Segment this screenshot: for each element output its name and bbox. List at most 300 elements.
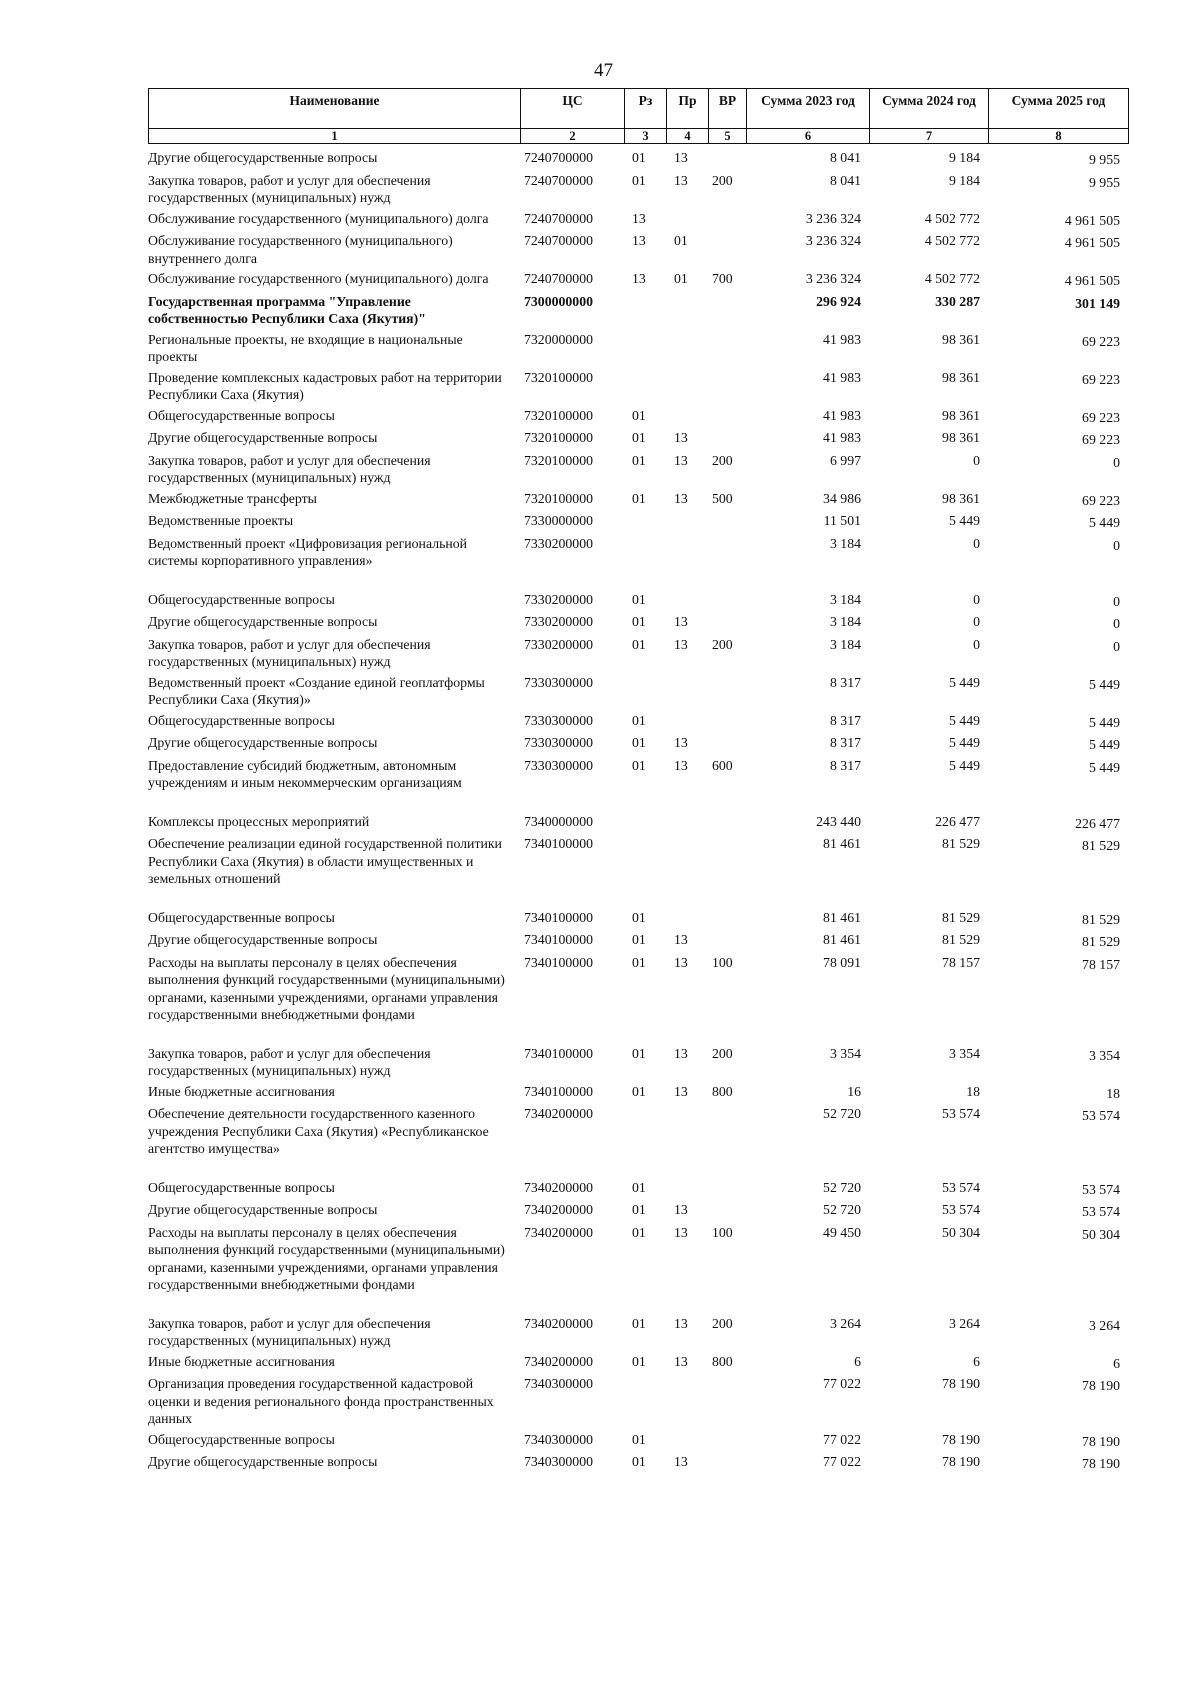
row-rz-code <box>624 1103 666 1177</box>
row-sum-2024: 53 574 <box>942 1202 980 1217</box>
row-rz-code <box>624 811 666 834</box>
row-sum-2024: 5 449 <box>948 712 980 728</box>
row-sum-2025: 3 264 <box>1088 1317 1120 1333</box>
row-name: Общегосударственные вопросы <box>148 407 335 423</box>
header-name: Наименование <box>149 89 521 129</box>
row-vr-code <box>708 427 746 450</box>
row-cs-code: 7340300000 <box>524 1454 593 1469</box>
table-row <box>148 291 1128 329</box>
row-cs-code: 7330200000 <box>524 614 593 629</box>
row-cs-code: 7340100000 <box>524 1083 593 1099</box>
row-vr-code <box>708 732 746 755</box>
page-number: 47 <box>594 60 613 81</box>
row-pr-code: 13 <box>674 932 688 947</box>
row-pr-code: 13 <box>674 452 688 468</box>
row-pr-code <box>666 907 708 930</box>
row-rz-code: 01 <box>632 909 646 925</box>
row-sum-2025: 9 955 <box>1088 152 1120 167</box>
table-row <box>148 488 1128 511</box>
row-pr-code <box>666 811 708 834</box>
row-vr-code <box>708 533 746 589</box>
row-sum-2025: 5 449 <box>1088 714 1120 730</box>
row-sum-2024: 9 184 <box>948 150 980 165</box>
row-rz-code: 01 <box>632 452 646 468</box>
row-sum-2024: 5 449 <box>948 674 980 690</box>
row-name: Общегосударственные вопросы <box>148 909 335 925</box>
row-sum-2023: 49 450 <box>823 1224 861 1240</box>
row-sum-2024: 6 <box>973 1353 980 1369</box>
row-sum-2023: 8 317 <box>829 757 861 773</box>
table-row <box>148 1177 1128 1200</box>
row-sum-2025: 69 223 <box>1082 409 1120 425</box>
row-sum-2024: 4 502 772 <box>924 233 980 248</box>
row-rz-code <box>624 291 666 329</box>
row-vr-code <box>708 1177 746 1200</box>
row-sum-2025: 0 <box>1113 638 1120 654</box>
row-cs-code: 7330300000 <box>524 712 593 728</box>
row-vr-code <box>708 833 746 907</box>
row-pr-code: 13 <box>674 757 688 773</box>
row-rz-code: 01 <box>632 1202 646 1217</box>
row-name: Общегосударственные вопросы <box>148 1179 335 1195</box>
row-name: Иные бюджетные ассигнования <box>148 1083 335 1099</box>
row-cs-code: 7320100000 <box>524 490 593 506</box>
row-rz-code: 01 <box>632 636 646 652</box>
row-name: Закупка товаров, работ и услуг для обеспечения государственных (муниципальных) нужд <box>148 1045 431 1078</box>
row-sum-2023: 8 317 <box>829 674 861 690</box>
row-sum-2025: 0 <box>1113 616 1120 631</box>
row-name: Закупка товаров, работ и услуг для обеспечения государственных (муниципальных) нужд <box>148 452 431 485</box>
row-cs-code: 7340100000 <box>524 836 593 851</box>
row-sum-2024: 98 361 <box>942 331 980 347</box>
row-name: Другие общегосударственные вопросы <box>148 735 378 750</box>
row-sum-2025: 226 477 <box>1075 815 1120 831</box>
row-name: Расходы на выплаты персоналу в целях обеспечения выполнения функций государственными (муниципальными) органами, казенными учреждениями, органами управления государственными внебюджетными фондами <box>148 1224 505 1292</box>
row-sum-2024: 78 190 <box>942 1431 980 1447</box>
row-pr-code <box>666 1103 708 1177</box>
row-rz-code: 01 <box>632 1224 646 1240</box>
row-rz-code: 01 <box>632 1179 646 1195</box>
row-rz-code: 01 <box>632 407 646 423</box>
row-rz-code: 13 <box>632 271 646 286</box>
column-number: 5 <box>709 129 747 144</box>
row-name: Общегосударственные вопросы <box>148 591 335 607</box>
table-row <box>148 405 1128 428</box>
row-vr-code: 200 <box>712 172 733 188</box>
table-row <box>148 611 1128 634</box>
row-sum-2023: 41 983 <box>823 331 861 347</box>
row-vr-code: 600 <box>712 757 733 773</box>
row-sum-2025: 0 <box>1113 537 1120 553</box>
header-sum-2023: Сумма 2023 год <box>747 89 870 129</box>
table-header <box>148 88 1129 144</box>
row-rz-code <box>624 833 666 907</box>
row-sum-2023: 77 022 <box>823 1376 861 1391</box>
row-vr-code <box>708 611 746 634</box>
row-cs-code: 7340200000 <box>524 1106 593 1121</box>
row-sum-2023: 81 461 <box>823 909 861 925</box>
table-row <box>148 833 1128 907</box>
row-name: Государственная программа "Управление собственностью Республики Саха (Якутия)" <box>148 293 426 326</box>
row-sum-2023: 16 <box>847 1083 861 1099</box>
row-rz-code: 01 <box>632 430 646 445</box>
header-vr: ВР <box>709 89 747 129</box>
row-sum-2024: 226 477 <box>935 813 980 829</box>
row-vr-code: 200 <box>712 636 733 652</box>
row-sum-2025: 9 955 <box>1088 174 1120 190</box>
row-sum-2025: 81 529 <box>1082 911 1120 927</box>
table-row <box>148 427 1128 450</box>
row-name: Комплексы процессных мероприятий <box>148 813 370 829</box>
row-sum-2025: 69 223 <box>1082 492 1120 508</box>
row-sum-2023: 52 720 <box>823 1106 861 1121</box>
row-rz-code: 01 <box>632 150 646 165</box>
row-sum-2023: 3 184 <box>829 636 861 652</box>
header-sum-2024: Сумма 2024 год <box>870 89 989 129</box>
row-cs-code: 7330200000 <box>524 591 593 607</box>
row-name: Обслуживание государственного (муниципального) долга <box>148 271 489 286</box>
column-number: 8 <box>989 129 1129 144</box>
column-number: 1 <box>149 129 521 144</box>
row-sum-2025: 69 223 <box>1082 432 1120 447</box>
row-vr-code <box>708 208 746 231</box>
row-sum-2025: 5 449 <box>1088 515 1120 530</box>
row-cs-code: 7340200000 <box>524 1179 593 1195</box>
row-vr-code: 200 <box>712 1045 733 1061</box>
column-number: 2 <box>521 129 625 144</box>
row-sum-2024: 3 354 <box>948 1045 980 1061</box>
row-cs-code: 7340000000 <box>524 813 593 829</box>
row-sum-2025: 81 529 <box>1082 934 1120 949</box>
row-sum-2025: 0 <box>1113 454 1120 470</box>
row-sum-2023: 52 720 <box>823 1202 861 1217</box>
row-name: Другие общегосударственные вопросы <box>148 614 378 629</box>
row-sum-2023: 11 501 <box>823 513 861 528</box>
row-cs-code: 7240700000 <box>524 271 593 286</box>
row-sum-2023: 3 264 <box>829 1315 861 1331</box>
row-vr-code <box>708 367 746 405</box>
row-sum-2023: 3 236 324 <box>805 210 861 226</box>
table-row <box>148 1103 1128 1177</box>
row-sum-2024: 53 574 <box>942 1179 980 1195</box>
row-sum-2024: 98 361 <box>942 430 980 445</box>
row-vr-code: 800 <box>712 1353 733 1369</box>
table-row <box>148 367 1128 405</box>
row-sum-2024: 98 361 <box>942 407 980 423</box>
table-row <box>148 1222 1128 1313</box>
row-vr-code <box>708 405 746 428</box>
row-pr-code <box>666 1373 708 1429</box>
row-vr-code <box>708 230 746 268</box>
row-name: Закупка товаров, работ и услуг для обеспечения государственных (муниципальных) нужд <box>148 636 431 669</box>
row-sum-2023: 41 983 <box>823 369 861 385</box>
row-vr-code: 800 <box>712 1083 733 1099</box>
row-sum-2024: 53 574 <box>942 1106 980 1121</box>
row-pr-code <box>666 589 708 612</box>
row-sum-2023: 41 983 <box>823 430 861 445</box>
row-sum-2024: 81 529 <box>942 836 980 851</box>
row-pr-code <box>666 510 708 533</box>
row-sum-2024: 98 361 <box>942 490 980 506</box>
row-cs-code: 7240700000 <box>524 210 593 226</box>
table-row <box>148 510 1128 533</box>
row-cs-code: 7330000000 <box>524 513 593 528</box>
row-pr-code: 13 <box>674 430 688 445</box>
row-pr-code: 13 <box>674 1083 688 1099</box>
table-row <box>148 1043 1128 1081</box>
table-row <box>148 589 1128 612</box>
row-cs-code: 7330300000 <box>524 757 593 773</box>
row-sum-2023: 3 236 324 <box>805 271 861 286</box>
row-vr-code <box>708 710 746 733</box>
row-vr-code: 700 <box>712 271 733 286</box>
row-sum-2023: 52 720 <box>823 1179 861 1195</box>
table-row <box>148 907 1128 930</box>
table-row <box>148 952 1128 1043</box>
row-sum-2023: 77 022 <box>823 1454 861 1469</box>
row-pr-code: 13 <box>674 1315 688 1331</box>
row-sum-2023: 6 997 <box>829 452 861 468</box>
row-cs-code: 7340100000 <box>524 1045 593 1061</box>
row-sum-2025: 3 354 <box>1088 1047 1120 1063</box>
row-pr-code: 13 <box>674 172 688 188</box>
row-rz-code: 01 <box>632 757 646 773</box>
row-rz-code <box>624 672 666 710</box>
row-pr-code <box>666 710 708 733</box>
column-number: 3 <box>625 129 667 144</box>
row-cs-code: 7340300000 <box>524 1376 593 1391</box>
row-cs-code: 7300000000 <box>524 293 593 309</box>
row-vr-code <box>708 329 746 367</box>
row-name: Обеспечение реализации единой государственной политики Республики Саха (Якутия) в области имущественных и земельных отношений <box>148 836 502 886</box>
row-rz-code: 01 <box>632 1353 646 1369</box>
row-sum-2024: 330 287 <box>935 293 980 309</box>
row-rz-code: 01 <box>632 1315 646 1331</box>
row-pr-code <box>666 1177 708 1200</box>
row-sum-2024: 98 361 <box>942 369 980 385</box>
row-cs-code: 7330300000 <box>524 674 593 690</box>
row-vr-code: 100 <box>712 954 733 970</box>
header-cs: ЦС <box>521 89 625 129</box>
row-cs-code: 7240700000 <box>524 172 593 188</box>
row-pr-code <box>666 405 708 428</box>
row-cs-code: 7330300000 <box>524 735 593 750</box>
row-pr-code: 01 <box>674 271 688 286</box>
row-sum-2025: 4 961 505 <box>1064 235 1120 250</box>
row-rz-code: 01 <box>632 172 646 188</box>
row-cs-code: 7320100000 <box>524 407 593 423</box>
row-cs-code: 7320000000 <box>524 331 593 347</box>
row-rz-code: 01 <box>632 712 646 728</box>
row-pr-code: 13 <box>674 1454 688 1469</box>
table-row <box>148 929 1128 952</box>
row-rz-code: 01 <box>632 1431 646 1447</box>
table-row <box>148 1081 1128 1104</box>
row-cs-code: 7340100000 <box>524 954 593 970</box>
row-name: Предоставление субсидий бюджетным, автономным учреждениям и иным некоммерческим организациям <box>148 757 462 790</box>
row-rz-code: 01 <box>632 954 646 970</box>
row-sum-2024: 18 <box>966 1083 980 1099</box>
row-cs-code: 7330200000 <box>524 535 593 551</box>
column-number: 4 <box>667 129 709 144</box>
header-pr: Пр <box>667 89 709 129</box>
row-pr-code: 01 <box>674 233 688 248</box>
row-pr-code: 13 <box>674 1224 688 1240</box>
row-name: Обеспечение деятельности государственного казенного учреждения Республики Саха (Якутия) «Республиканское агентство имущества» <box>148 1106 489 1156</box>
header-rz: Рз <box>625 89 667 129</box>
row-name: Обслуживание государственного (муниципального) долга <box>148 210 489 226</box>
row-rz-code <box>624 533 666 589</box>
row-sum-2023: 8 317 <box>829 712 861 728</box>
row-sum-2023: 3 184 <box>829 614 861 629</box>
row-name: Межбюджетные трансферты <box>148 490 317 506</box>
row-sum-2023: 34 986 <box>823 490 861 506</box>
row-cs-code: 7340100000 <box>524 909 593 925</box>
table-row <box>148 634 1128 672</box>
row-cs-code: 7320100000 <box>524 369 593 385</box>
table-row <box>148 1451 1128 1474</box>
row-rz-code: 01 <box>632 1083 646 1099</box>
row-pr-code <box>666 208 708 231</box>
row-name: Иные бюджетные ассигнования <box>148 1353 335 1369</box>
row-sum-2025: 78 190 <box>1082 1378 1120 1393</box>
row-cs-code: 7320100000 <box>524 452 593 468</box>
row-name: Закупка товаров, работ и услуг для обеспечения государственных (муниципальных) нужд <box>148 172 431 205</box>
row-sum-2024: 50 304 <box>942 1224 980 1240</box>
row-name: Другие общегосударственные вопросы <box>148 1202 378 1217</box>
row-rz-code: 01 <box>632 591 646 607</box>
row-vr-code <box>708 1373 746 1429</box>
table-row <box>148 329 1128 367</box>
column-number: 6 <box>747 129 870 144</box>
row-cs-code: 7340200000 <box>524 1202 593 1217</box>
row-pr-code <box>666 367 708 405</box>
row-sum-2023: 81 461 <box>823 836 861 851</box>
row-sum-2024: 5 449 <box>948 735 980 750</box>
row-sum-2023: 8 317 <box>829 735 861 750</box>
row-pr-code <box>666 291 708 329</box>
table-row <box>148 533 1128 589</box>
table-row <box>148 1429 1128 1452</box>
row-vr-code: 200 <box>712 1315 733 1331</box>
row-sum-2024: 78 157 <box>942 954 980 970</box>
row-sum-2025: 53 574 <box>1082 1108 1120 1123</box>
row-name: Общегосударственные вопросы <box>148 712 335 728</box>
row-vr-code <box>708 672 746 710</box>
table-row <box>148 450 1128 488</box>
row-pr-code: 13 <box>674 735 688 750</box>
row-sum-2025: 50 304 <box>1082 1226 1120 1242</box>
row-sum-2025: 69 223 <box>1082 333 1120 349</box>
row-name: Другие общегосударственные вопросы <box>148 1454 378 1469</box>
row-sum-2025: 5 449 <box>1088 737 1120 752</box>
row-pr-code: 13 <box>674 1353 688 1369</box>
row-pr-code: 13 <box>674 490 688 506</box>
row-sum-2025: 301 149 <box>1075 295 1120 311</box>
row-name: Ведомственный проект «Создание единой геоплатформы Республики Саха (Якутия)» <box>148 674 485 707</box>
row-cs-code: 7240700000 <box>524 150 593 165</box>
row-pr-code: 13 <box>674 150 688 165</box>
row-vr-code <box>708 1103 746 1177</box>
row-sum-2025: 78 190 <box>1082 1456 1120 1471</box>
row-vr-code: 500 <box>712 490 733 506</box>
row-vr-code: 200 <box>712 452 733 468</box>
row-vr-code <box>708 929 746 952</box>
row-name: Региональные проекты, не входящие в национальные проекты <box>148 331 463 364</box>
table-row <box>148 1351 1128 1374</box>
row-rz-code: 01 <box>632 490 646 506</box>
row-sum-2024: 4 502 772 <box>924 210 980 226</box>
row-vr-code <box>708 291 746 329</box>
row-rz-code: 01 <box>632 1454 646 1469</box>
table-row <box>148 672 1128 710</box>
row-pr-code <box>666 672 708 710</box>
row-cs-code: 7340200000 <box>524 1224 593 1240</box>
row-vr-code <box>708 907 746 930</box>
row-vr-code: 100 <box>712 1224 733 1240</box>
row-pr-code <box>666 833 708 907</box>
row-rz-code <box>624 510 666 533</box>
row-sum-2023: 6 <box>854 1353 861 1369</box>
row-sum-2024: 81 529 <box>942 909 980 925</box>
row-name: Обслуживание государственного (муниципального) внутреннего долга <box>148 233 453 266</box>
row-cs-code: 7340200000 <box>524 1353 593 1369</box>
row-sum-2025: 6 <box>1113 1355 1120 1371</box>
row-name: Проведение комплексных кадастровых работ на территории Республики Саха (Якутия) <box>148 369 502 402</box>
row-name: Другие общегосударственные вопросы <box>148 430 378 445</box>
budget-table <box>148 147 1128 1474</box>
table-body <box>148 147 1128 1474</box>
row-vr-code <box>708 510 746 533</box>
row-sum-2024: 0 <box>973 535 980 551</box>
row-sum-2023: 296 924 <box>816 293 861 309</box>
row-sum-2023: 3 236 324 <box>805 233 861 248</box>
row-sum-2025: 81 529 <box>1082 838 1120 853</box>
row-name: Ведомственные проекты <box>148 513 294 528</box>
row-rz-code: 01 <box>632 932 646 947</box>
row-vr-code <box>708 1199 746 1222</box>
row-vr-code <box>708 589 746 612</box>
table-row <box>148 1373 1128 1429</box>
row-rz-code: 13 <box>632 210 646 226</box>
row-rz-code <box>624 367 666 405</box>
row-cs-code: 7330200000 <box>524 636 593 652</box>
row-sum-2024: 0 <box>973 591 980 607</box>
row-sum-2025: 18 <box>1106 1085 1120 1101</box>
row-cs-code: 7320100000 <box>524 430 593 445</box>
row-sum-2023: 77 022 <box>823 1431 861 1447</box>
row-sum-2025: 5 449 <box>1088 676 1120 692</box>
row-pr-code: 13 <box>674 636 688 652</box>
row-cs-code: 7340100000 <box>524 932 593 947</box>
row-sum-2024: 3 264 <box>948 1315 980 1331</box>
table-row <box>148 811 1128 834</box>
row-name: Ведомственный проект «Цифровизация региональной системы корпоративного управления» <box>148 535 468 568</box>
row-vr-code <box>708 1429 746 1452</box>
row-sum-2023: 81 461 <box>823 932 861 947</box>
row-vr-code <box>708 811 746 834</box>
row-rz-code: 01 <box>632 1045 646 1061</box>
row-sum-2024: 81 529 <box>942 932 980 947</box>
row-sum-2023: 8 041 <box>829 172 861 188</box>
row-sum-2023: 3 354 <box>829 1045 861 1061</box>
row-pr-code: 13 <box>674 1045 688 1061</box>
row-pr-code: 13 <box>674 1202 688 1217</box>
row-cs-code: 7340300000 <box>524 1431 593 1447</box>
row-name: Другие общегосударственные вопросы <box>148 932 378 947</box>
row-vr-code <box>708 147 746 170</box>
table-row <box>148 732 1128 755</box>
